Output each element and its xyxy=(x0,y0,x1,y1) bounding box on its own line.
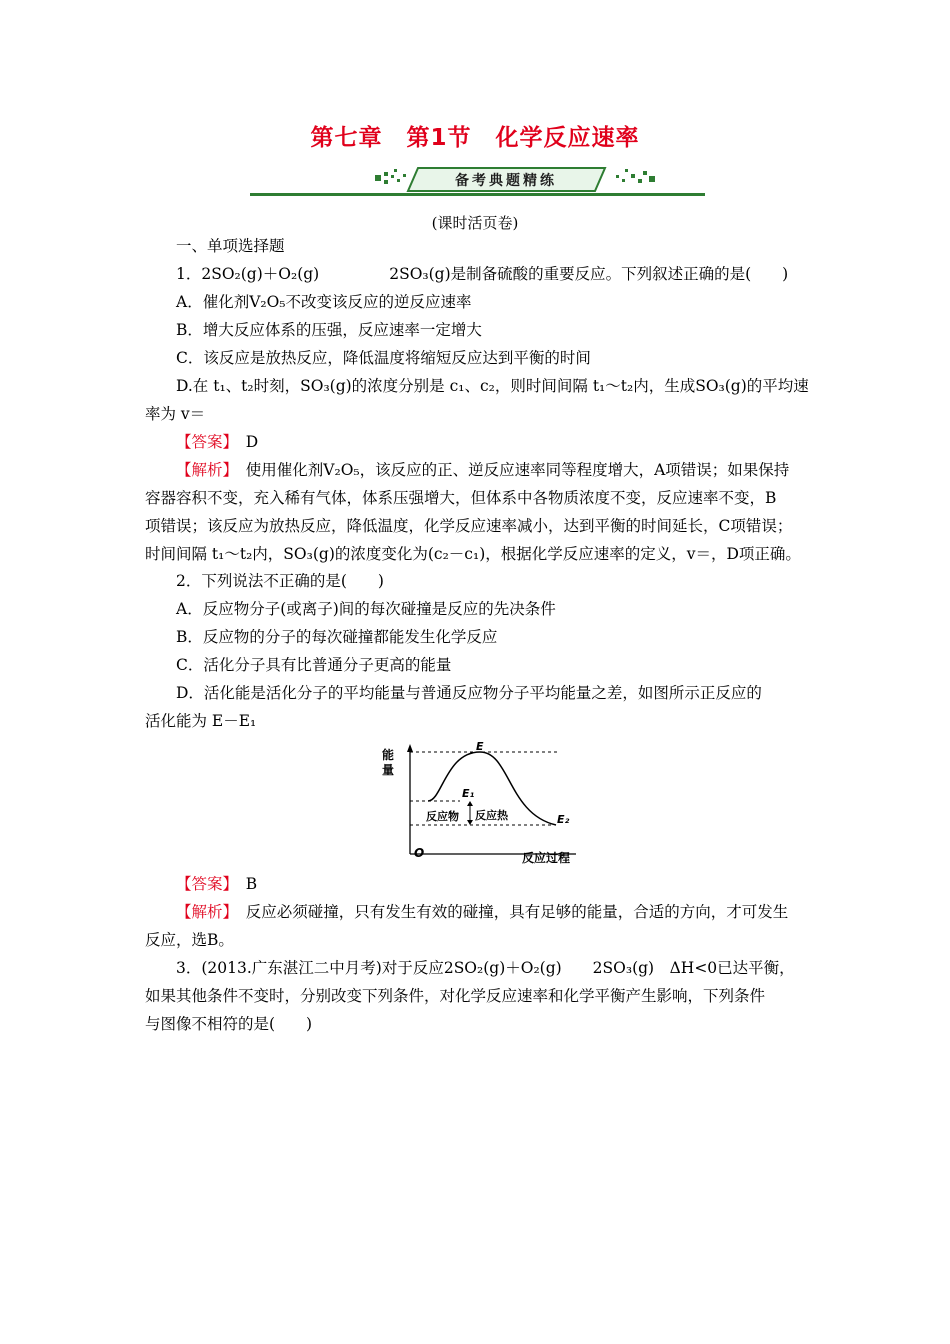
origin-label: O xyxy=(414,846,425,860)
q2-option-d-line1: D．活化能是活化分子的平均能量与普通反应物分子平均能量之差，如图所示正反应的 xyxy=(176,684,762,702)
q1-option-b: B．增大反应体系的压强，反应速率一定增大 xyxy=(176,321,482,339)
heat-arrow-down xyxy=(467,820,473,825)
banner-text: 备考典题精练 xyxy=(455,173,557,189)
title-topic: 化学反应速率 xyxy=(495,125,640,151)
q1-option-d-line1: D.在 t₁、t₂时刻，SO₃(g)的浓度分别是 c₁、c₂，则时间间隔 t₁～t₂内，生成SO₃(g)的平均速 xyxy=(176,377,809,395)
q1-option-c: C．该反应是放热反应，降低温度将缩短反应达到平衡的时间 xyxy=(176,349,591,367)
q2-option-b: B．反应物的分子的每次碰撞都能发生化学反应 xyxy=(176,628,498,646)
peak-label: E xyxy=(476,742,484,753)
banner-dots-left xyxy=(375,169,406,184)
y-axis-arrow xyxy=(407,744,413,752)
e1-label: E₁ xyxy=(462,787,475,800)
q3-stem-line2: 如果其他条件不变时，分别改变下列条件，对化学反应速率和化学平衡产生影响，下列条件 xyxy=(145,987,766,1005)
banner-dots-right xyxy=(616,169,655,183)
banner-decoration xyxy=(250,165,705,199)
q1-analysis-line2: 容器容积不变，充入稀有气体，体系压强增大，但体系中各物质浓度不变，反应速率不变，B xyxy=(145,489,777,507)
q1-answer-value: D xyxy=(245,433,259,451)
q2-analysis-text1: 反应必须碰撞，只有发生有效的碰撞，具有足够的能量，合适的方向，才可发生 xyxy=(245,903,789,921)
y-label-1: 能 xyxy=(382,748,395,762)
q2-analysis-line2: 反应，选B。 xyxy=(145,931,234,949)
q2-option-d-line2: 活化能为 E－E₁ xyxy=(145,712,257,730)
q1-option-a: A．催化剂V₂O₅不改变该反应的逆反应速率 xyxy=(176,293,472,311)
q2-answer xyxy=(145,874,841,894)
q3-stem-line1: 3．(2013.广东湛江二中月考)对于反应2SO₂(g)＋O₂(g) 2SO₃(g) ΔH<0已达平衡， xyxy=(176,959,795,977)
q1-stem-reactants: 1．2SO₂(g)＋O₂(g) xyxy=(176,265,320,283)
q1-answer-label: 【答案】 xyxy=(176,433,231,451)
q1-analysis-label: 【解析】 xyxy=(176,461,231,479)
q2-answer-label: 【答案】 xyxy=(176,875,231,893)
reactant-label: 反应物 xyxy=(426,810,459,823)
y-label-2: 量 xyxy=(382,763,395,777)
q1-analysis-line1 xyxy=(145,460,841,480)
heat-label: 反应热 xyxy=(475,809,508,822)
q1-analysis-text1: 使用催化剂V₂O₅，该反应的正、逆反应速率同等程度增大，A项错误；如果保持 xyxy=(245,461,790,479)
chapter-title xyxy=(0,119,950,152)
q1-analysis-line4: 时间间隔 t₁～t₂内，SO₃(g)的浓度变化为(c₂－c₁)，根据化学反应速率的定义，v＝，D项正确。 xyxy=(145,545,801,563)
title-section: 第1节 xyxy=(406,125,472,151)
title-chapter: 第七章 xyxy=(310,125,383,151)
subtitle: (课时活页卷) xyxy=(431,214,519,232)
q2-option-c: C．活化分子具有比普通分子更高的能量 xyxy=(176,656,452,674)
section-heading: 一、单项选择题 xyxy=(176,237,285,255)
q2-analysis-label: 【解析】 xyxy=(176,903,231,921)
banner-underline xyxy=(250,193,705,196)
q2-option-a: A．反应物分子(或离子)间的每次碰撞是反应的先决条件 xyxy=(176,600,556,618)
q2-stem: 2．下列说法不正确的是( ) xyxy=(176,572,384,590)
q3-stem-line3: 与图像不相符的是( ) xyxy=(145,1015,313,1033)
q2-analysis-line1 xyxy=(145,902,841,922)
e2-label: E₂ xyxy=(557,813,570,826)
q1-stem xyxy=(145,264,841,284)
q1-answer xyxy=(145,432,841,452)
q1-option-d-line2: 率为 v＝ xyxy=(145,405,206,423)
q2-answer-value: B xyxy=(245,875,258,893)
q1-stem-rest: 2SO₃(g)是制备硫酸的重要反应。下列叙述正确的是( ) xyxy=(389,265,789,283)
x-label: 反应过程 xyxy=(522,851,571,865)
q1-analysis-line3: 项错误；该反应为放热反应，降低温度，化学反应速率减小，达到平衡的时间延长，C项错误； xyxy=(145,517,793,535)
energy-diagram xyxy=(380,742,590,866)
heat-arrow-up xyxy=(467,801,473,806)
